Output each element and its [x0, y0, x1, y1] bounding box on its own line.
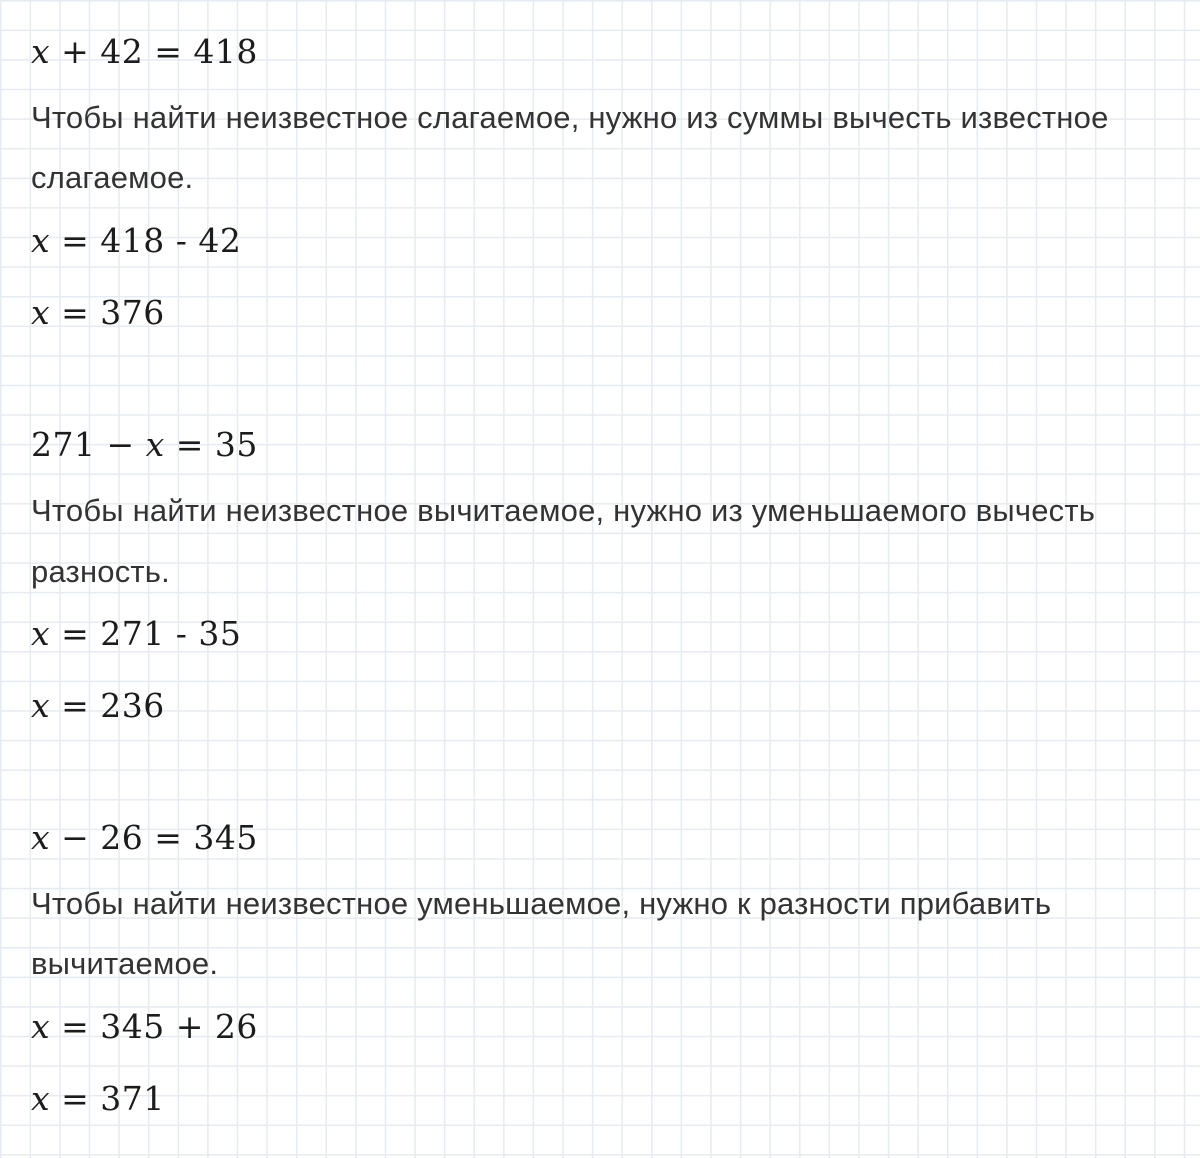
rule-1-line-1: Чтобы найти неизвестное слагаемое, нужно из суммы вычесть известное [31, 100, 1109, 135]
equation-text: − 26 = 345 [50, 818, 258, 857]
rule-1-line-2: слагаемое. [31, 160, 194, 195]
variable: x [31, 1079, 51, 1118]
equation-1 [31, 32, 258, 71]
answer-2 [31, 686, 165, 725]
variable: x [31, 614, 51, 653]
variable: x [31, 1007, 51, 1046]
answer-text: = 376 [50, 293, 165, 332]
variable: x [145, 425, 165, 464]
variable: x [31, 221, 51, 260]
variable: x [31, 32, 51, 71]
step-2 [31, 614, 241, 653]
answer-text: = 371 [50, 1079, 165, 1118]
equation-2 [31, 425, 258, 464]
answer-text: = 236 [50, 686, 165, 725]
variable: x [31, 686, 51, 725]
equation-3 [31, 818, 258, 857]
answer-1 [31, 293, 165, 332]
variable: x [31, 818, 51, 857]
equation-prefix: 271 − [31, 425, 146, 464]
rule-3-line-2: вычитаемое. [31, 946, 219, 981]
equation-text: = 35 [164, 425, 258, 464]
variable: x [31, 293, 51, 332]
step-3 [31, 1007, 258, 1046]
rule-2-line-2: разность. [31, 554, 170, 589]
step-text: = 345 + 26 [50, 1007, 258, 1046]
rule-3-line-1: Чтобы найти неизвестное уменьшаемое, нужно к разности прибавить [31, 886, 1052, 921]
step-text: = 271 - 35 [50, 614, 242, 653]
step-text: = 418 - 42 [50, 221, 242, 260]
rule-2-line-1: Чтобы найти неизвестное вычитаемое, нужно из уменьшаемого вычесть [31, 493, 1096, 528]
answer-3 [31, 1079, 165, 1118]
equation-text: + 42 = 418 [50, 32, 258, 71]
step-1 [31, 221, 241, 260]
